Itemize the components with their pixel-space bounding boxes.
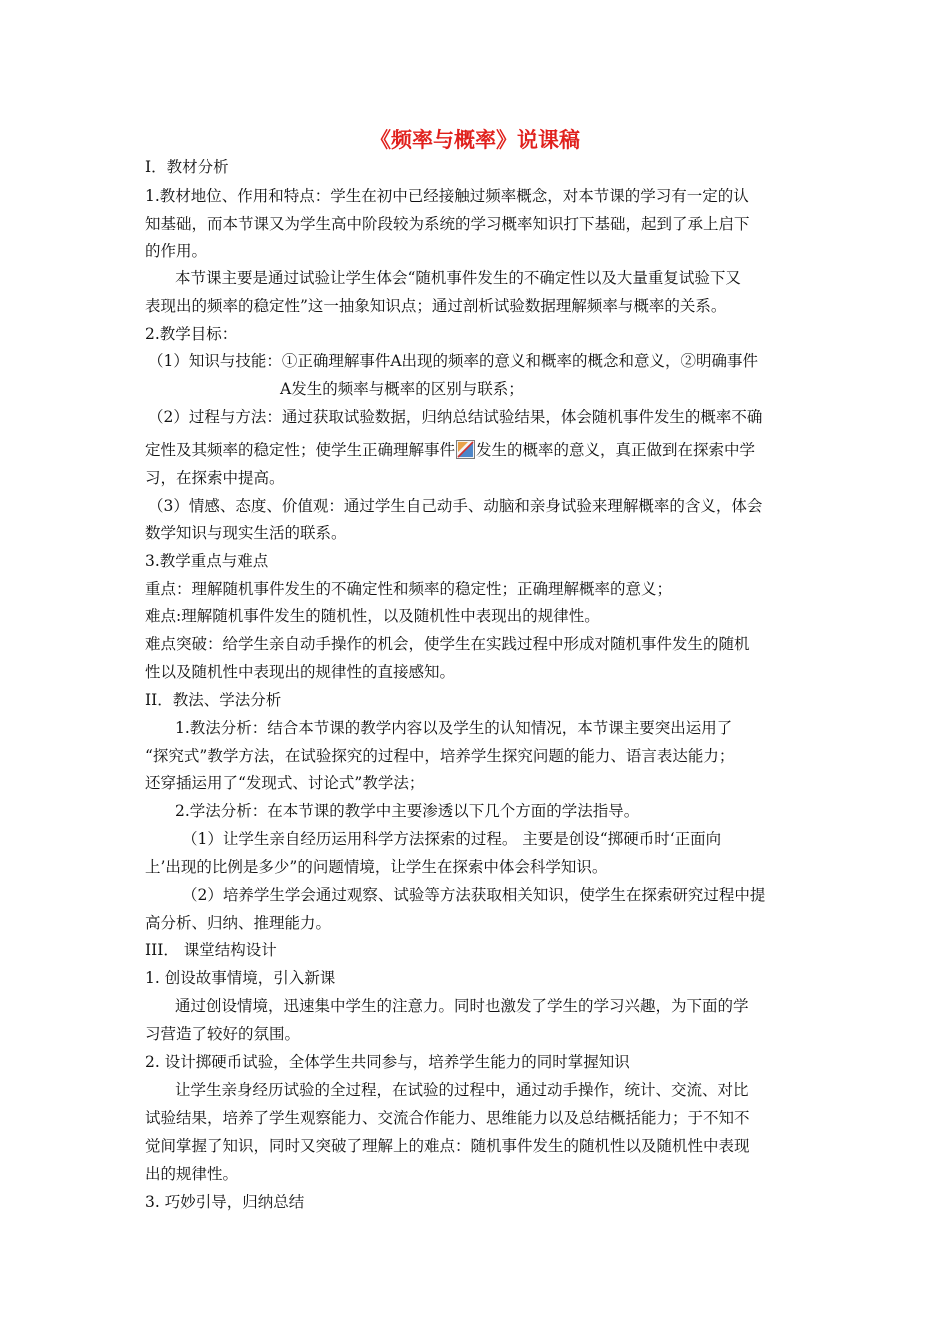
paragraph-line: （2）过程与方法：通过获取试验数据，归纳总结试验结果，体会随机事件发生的概率不确	[148, 408, 763, 426]
paragraph-line: A发生的频率与概率的区别与联系；	[280, 380, 524, 398]
paragraph-line: 难点突破：给学生亲自动手操作的机会，使学生在实践过程中形成对随机事件发生的随机	[145, 635, 750, 653]
paragraph-line: 出的规律性。	[145, 1165, 239, 1183]
paragraph-line: 性以及随机性中表现出的规律性的直接感知。	[145, 663, 456, 681]
paragraph-line: 3.教学重点与难点	[145, 552, 269, 570]
paragraph-line: （3）情感、态度、价值观：通过学生自己动手、动脑和亲身试验来理解概率的含义，体会	[148, 497, 763, 515]
paragraph-line-with-image	[145, 440, 755, 460]
paragraph-line: 的作用。	[145, 242, 208, 260]
paragraph-line: 试验结果，培养了学生观察能力、交流合作能力、思维能力以及总结概括能力；于不知不	[145, 1109, 750, 1127]
paragraph-line: 2. 设计掷硬币试验，全体学生共同参与，培养学生能力的同时掌握知识	[145, 1053, 630, 1071]
paragraph-line: 让学生亲身经历试验的全过程，在试验的过程中，通过动手操作，统计、交流、对比	[175, 1081, 749, 1099]
paragraph-line: 通过创设情境，迅速集中学生的注意力。同时也激发了学生的学习兴趣，为下面的学	[175, 997, 749, 1015]
paragraph-line: 2.教学目标：	[145, 325, 238, 343]
paragraph-line: 习，在探索中提高。	[145, 469, 285, 487]
paragraph-line: （1）让学生亲自经历运用科学方法探索的过程。 主要是创设“掷硬币时‘正面向	[182, 830, 722, 848]
paragraph-line: 觉间掌握了知识，同时又突破了理解上的难点：随机事件发生的随机性以及随机性中表现	[145, 1137, 750, 1155]
paragraph-line: 2.学法分析：在本节课的教学中主要渗透以下几个方面的学法指导。	[175, 802, 640, 820]
broken-image-icon	[456, 440, 475, 459]
paragraph-line: 高分析、归纳、推理能力。	[145, 914, 332, 932]
paragraph-line: （2）培养学生学会通过观察、试验等方法获取相关知识，使学生在探索研究过程中提	[182, 886, 766, 904]
paragraph-line: 习营造了较好的氛围。	[145, 1025, 301, 1043]
paragraph-line: 重点：理解随机事件发生的不确定性和频率的稳定性；正确理解概率的意义；	[145, 580, 673, 598]
paragraph-line: 本节课主要是通过试验让学生体会“随机事件发生的不确定性以及大量重复试验下又	[175, 269, 741, 287]
section-heading-3: III． 课堂结构设计	[145, 941, 277, 959]
paragraph-line: 1.教材地位、作用和特点：学生在初中已经接触过频率概念，对本节课的学习有一定的认	[145, 187, 749, 205]
paragraph-line: 数学知识与现实生活的联系。	[145, 524, 347, 542]
paragraph-line: 表现出的频率的稳定性”这一抽象知识点；通过剖析试验数据理解频率与概率的关系。	[145, 297, 727, 315]
document-title: 《频率与概率》说课稿	[370, 128, 580, 152]
section-heading-1: I．教材分析	[145, 158, 229, 176]
paragraph-line: 还穿插运用了“发现式、讨论式”教学法；	[145, 774, 425, 792]
paragraph-line: （1）知识与技能：①正确理解事件A出现的频率的意义和概率的概念和意义，②明确事件	[148, 352, 759, 370]
paragraph-text-before-image: 定性及其频率的稳定性；使学生正确理解事件	[145, 441, 456, 459]
paragraph-line: 1.教法分析：结合本节课的教学内容以及学生的认知情况，本节课主要突出运用了	[175, 719, 733, 737]
paragraph-line: 知基础，而本节课又为学生高中阶段较为系统的学习概率知识打下基础，起到了承上启下	[145, 215, 750, 233]
paragraph-line: 1. 创设故事情境，引入新课	[145, 969, 336, 987]
paragraph-line: 难点:理解随机事件发生的随机性，以及随机性中表现出的规律性。	[145, 607, 600, 625]
paragraph-text-after-image: 发生的概率的意义，真正做到在探索中学	[476, 441, 756, 459]
paragraph-line: “探究式”教学方法，在试验探究的过程中，培养学生探究问题的能力、语言表达能力；	[145, 747, 735, 765]
paragraph-line: 3. 巧妙引导，归纳总结	[145, 1193, 305, 1211]
section-heading-2: II．教法、学法分析	[145, 691, 282, 709]
paragraph-line: 上’出现的比例是多少”的问题情境，让学生在探索中体会科学知识。	[145, 858, 608, 876]
